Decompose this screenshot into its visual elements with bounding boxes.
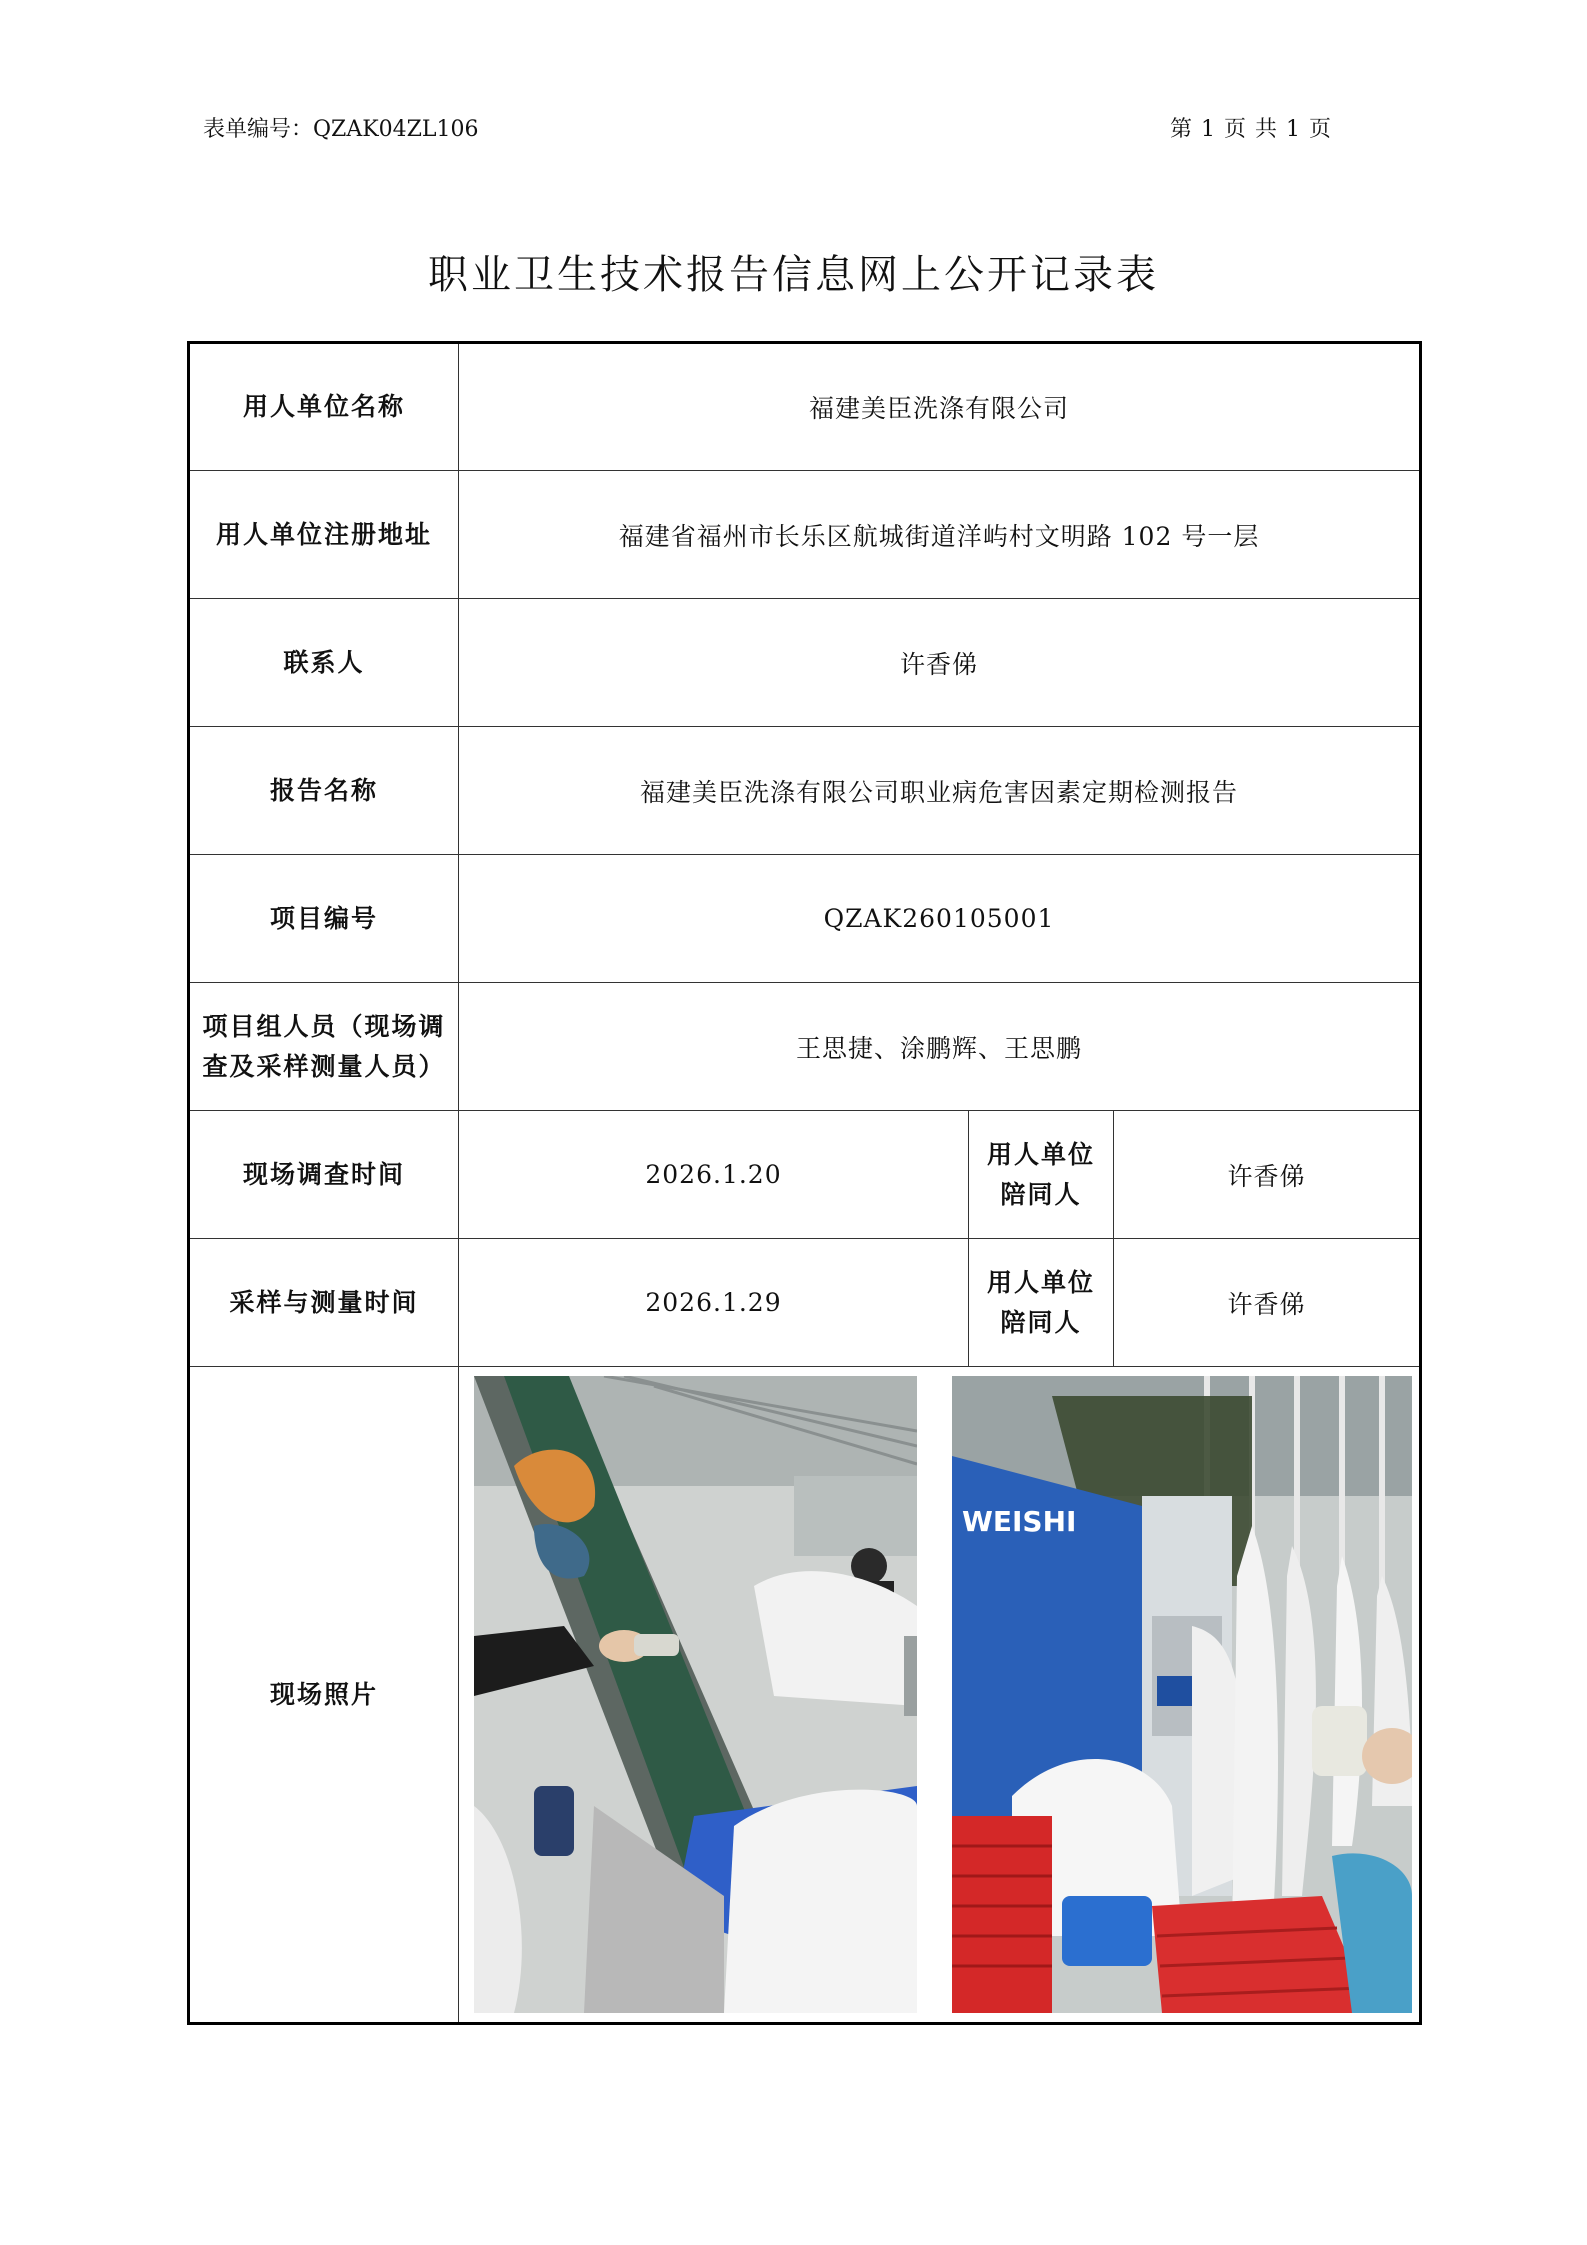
project-number-value: QZAK260105001 [459, 855, 1421, 983]
survey-label: 现场调查时间 [189, 1111, 459, 1239]
team-label-line1: 项目组人员（现场调 [202, 1011, 446, 1041]
team-label [189, 983, 459, 1111]
survey-companion-label [969, 1111, 1114, 1239]
row-report-name [189, 727, 1421, 855]
sampling-companion-label-line1: 用人单位 [986, 1267, 1095, 1297]
address-value: 福建省福州市长乐区航城街道洋屿村文明路 102 号一层 [459, 471, 1421, 599]
site-photo-conveyor [474, 1376, 917, 2013]
row-company-name [189, 343, 1421, 471]
site-photo-machine [952, 1376, 1412, 2013]
survey-companion-label-line1: 用人单位 [986, 1139, 1095, 1169]
survey-date: 2026.1.20 [459, 1111, 969, 1239]
row-project-number [189, 855, 1421, 983]
report-name-value: 福建美臣洗涤有限公司职业病危害因素定期检测报告 [459, 727, 1421, 855]
page-info: 第 1 页 共 1 页 [1170, 117, 1332, 142]
sampling-companion-label-line2: 陪同人 [1000, 1307, 1082, 1337]
survey-companion-label-line2: 陪同人 [1000, 1179, 1082, 1209]
company-name-value: 福建美臣洗涤有限公司 [459, 343, 1421, 471]
company-name-label: 用人单位名称 [189, 343, 459, 471]
sampling-date: 2026.1.29 [459, 1239, 969, 1367]
row-sampling [189, 1239, 1421, 1367]
team-label-line2: 查及采样测量人员） [202, 1051, 446, 1081]
project-number-label: 项目编号 [189, 855, 459, 983]
photos-cell [459, 1367, 1421, 2024]
sampling-companion: 许香俤 [1114, 1239, 1421, 1367]
survey-companion: 许香俤 [1114, 1111, 1421, 1239]
photos-label: 现场照片 [189, 1367, 459, 2024]
team-value: 王思捷、涂鹏辉、王思鹏 [459, 983, 1421, 1111]
contact-label: 联系人 [189, 599, 459, 727]
machine-brand-text: WEISHI [961, 1505, 1077, 1538]
address-label: 用人单位注册地址 [189, 471, 459, 599]
row-team [189, 983, 1421, 1111]
page-title: 职业卫生技术报告信息网上公开记录表 [428, 252, 1159, 298]
sampling-companion-label [969, 1239, 1114, 1367]
sampling-label: 采样与测量时间 [189, 1239, 459, 1367]
form-number: 表单编号：QZAK04ZL106 [203, 117, 479, 142]
row-address [189, 471, 1421, 599]
record-table [187, 341, 1422, 2025]
row-photos [189, 1367, 1421, 2024]
row-contact [189, 599, 1421, 727]
row-survey [189, 1111, 1421, 1239]
contact-value: 许香俤 [459, 599, 1421, 727]
report-name-label: 报告名称 [189, 727, 459, 855]
